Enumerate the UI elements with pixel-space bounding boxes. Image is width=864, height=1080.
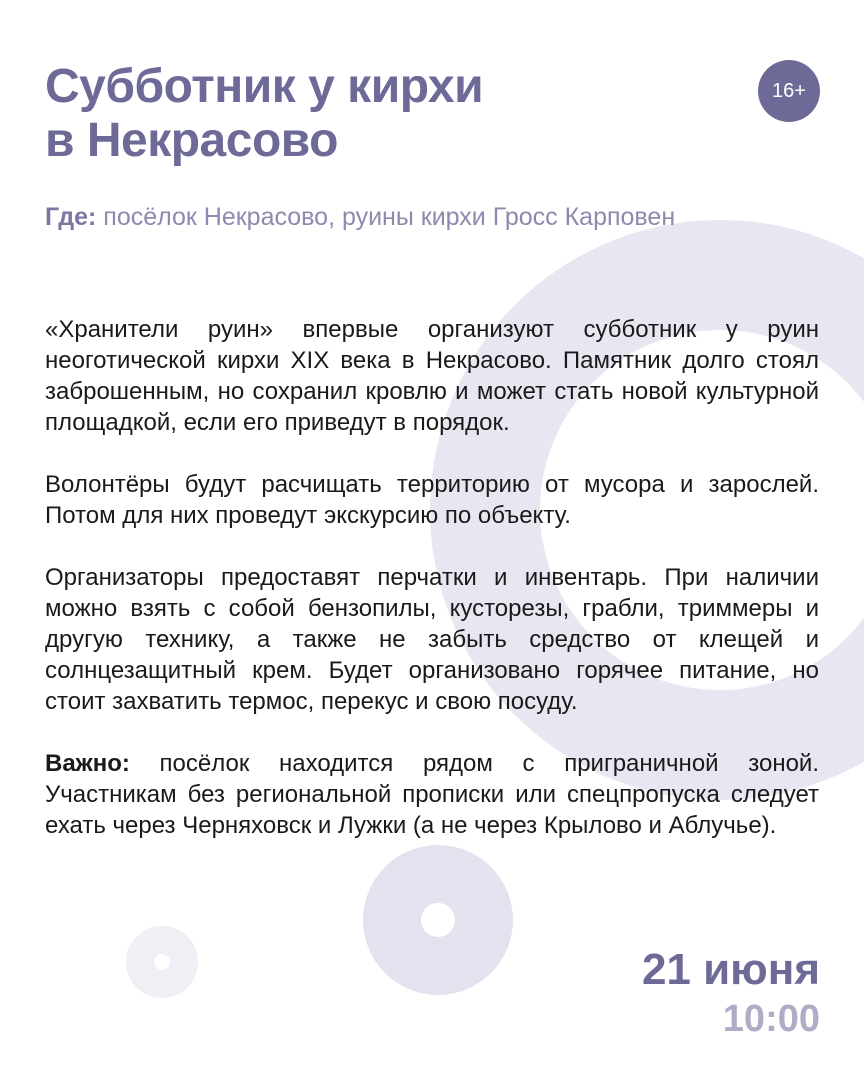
description-paragraph-3: Организаторы предоставят перчатки и инвентарь. При наличии можно взять с собой бензопилы, кусторезы, грабли, триммеры и другую технику, а также не забыть средство от клещей и солнцезащитный крем. Будет организовано горячее питание, но стоит захватить термос, перекус и свою посуду. [45,564,819,715]
event-description [45,314,819,872]
event-title-line-1: Субботник у кирхи [45,60,484,113]
important-label: Важно: [45,750,130,777]
medium-ring-decoration [392,874,484,966]
event-title [45,60,685,168]
event-time: 10:00 [722,998,820,1040]
description-paragraph-1: «Хранители руин» впервые организуют субботник у руин неоготической кирхи XIX века в Некрасово. Памятник долго стоял заброшенным, но сохранил кровлю и может стать новой культурной площадкой, если его приведут в порядок. [45,316,819,436]
age-rating-badge: 16+ [758,60,820,122]
event-title-line-2: в Некрасово [45,114,338,167]
small-ring-decoration [140,940,184,984]
location-label: Где: [45,203,97,231]
important-note [45,748,819,841]
location-text: посёлок Некрасово, руины кирхи Гросс Карповен [103,203,676,231]
description-paragraph-2: Волонтёры будут расчищать территорию от мусора и зарослей. Потом для них проведут экскурсию по объекту. [45,471,819,529]
event-date: 21 июня [641,945,820,994]
important-text: посёлок находится рядом с приграничной зоной. Участникам без региональной прописки или спецпропуска следует ехать через Черняховск и Лужки (а не через Крылово и Аблучье). [45,750,819,839]
event-location [45,202,685,233]
